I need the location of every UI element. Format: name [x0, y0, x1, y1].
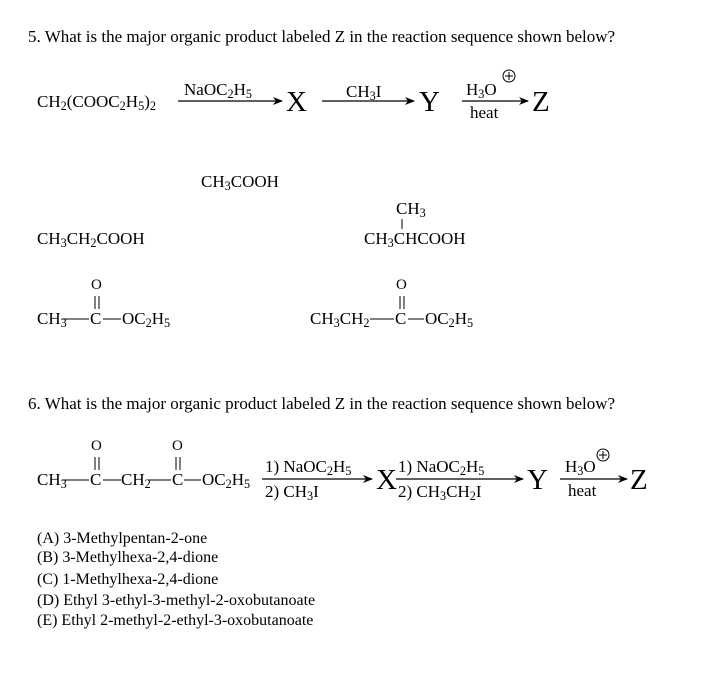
q6-start-ch3: $CH_3$: [37, 470, 67, 492]
option-c: (C) 1-Methylhexa-2,4-dione: [37, 571, 219, 588]
q5-intermediate-y: Y: [419, 86, 440, 118]
option-d: (D) Ethyl 3-ethyl-3-methyl-2-oxobutanoate: [37, 592, 316, 609]
q6-start-ch2: $CH_2$: [121, 470, 151, 492]
q5-start-material: $CH_2(COOC_2H_5)_2$: [37, 92, 156, 114]
q6-intermediate-y: Y: [527, 464, 548, 496]
choice-ethyl-acetate-ch3: $CH_3$: [37, 309, 67, 331]
q6-step-2-top: 1) $NaOC_2H_5$: [398, 457, 485, 479]
q6-plus-charge-icon: [597, 449, 609, 461]
q6-step-3-top: $H_3O$: [565, 457, 596, 479]
q6-step-2-bottom: 2) $CH_3CH_2I$: [398, 482, 482, 504]
q6-start-oxygen-2: O: [172, 438, 183, 454]
choice-ethyl-acetate-oxygen: O: [91, 277, 102, 293]
q6-product-z: Z: [630, 464, 648, 496]
option-a: (A) 3-Methylpentan-2-one: [37, 530, 208, 547]
choice-ethyl-propanoate-oxygen: O: [396, 277, 407, 293]
question-6-text: 6. What is the major organic product labeled Z in the reaction sequence shown below?: [28, 394, 616, 413]
q6-step-1-top: 1) $NaOC_2H_5$: [265, 457, 352, 479]
choice-methylpropanoic-top: $CH_3$: [396, 199, 426, 221]
q6-step-3-bottom: heat: [568, 481, 597, 500]
choice-acetic-acid: $CH_3COOH$: [201, 172, 279, 194]
q6-start-oxygen-1: O: [91, 438, 102, 454]
option-e: (E) Ethyl 2-methyl-2-ethyl-3-oxobutanoate: [37, 612, 314, 629]
question-5-text: 5. What is the major organic product labeled Z in the reaction sequence shown below?: [28, 27, 616, 46]
q5-plus-charge-icon: [503, 70, 515, 82]
choice-ethyl-acetate-oet: $OC_2H_5$: [122, 309, 171, 331]
q5-product-z: Z: [532, 86, 550, 118]
choice-propanoic-acid: $CH_3CH_2COOH$: [37, 229, 145, 251]
q6-start-carbonyl-1: C: [90, 470, 102, 489]
q5-reagent-3-bottom: heat: [470, 103, 499, 122]
choice-ethyl-propanoate-oet: $OC_2H_5$: [425, 309, 474, 331]
choice-ethyl-propanoate-ethyl: $CH_3CH_2$: [310, 309, 370, 331]
q6-step-1-bottom: 2) $CH_3I$: [265, 482, 319, 504]
choice-ethyl-propanoate-carbon: C: [395, 309, 407, 328]
q6-start-carbonyl-2: C: [172, 470, 184, 489]
choice-ethyl-acetate-carbon: C: [90, 309, 102, 328]
q6-intermediate-x: X: [376, 464, 397, 496]
option-b: (B) 3-Methylhexa-2,4-dione: [37, 549, 219, 566]
q5-reagent-2: $CH_3I$: [346, 82, 382, 104]
q5-reagent-3-top: $H_3O$: [466, 80, 497, 102]
q5-reagent-1: $NaOC_2H_5$: [184, 80, 252, 102]
q5-intermediate-x: X: [286, 86, 307, 118]
q6-start-oet: $OC_2H_5$: [202, 470, 251, 492]
choice-methylpropanoic-acid: $CH_3CHCOOH$: [364, 229, 466, 251]
